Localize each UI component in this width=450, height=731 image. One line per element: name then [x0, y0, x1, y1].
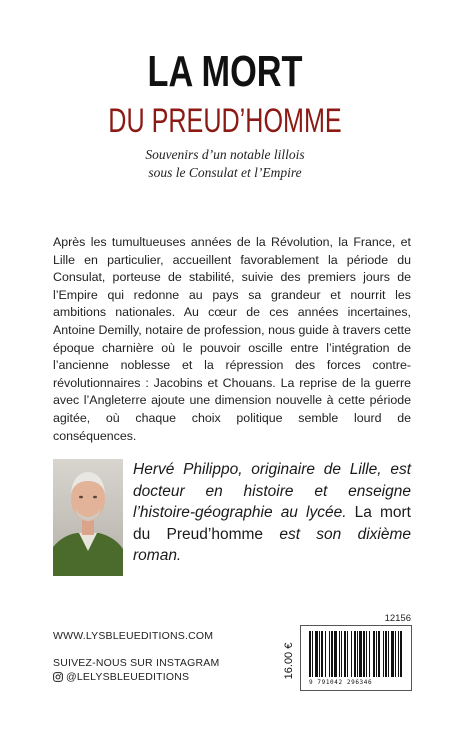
price-container [279, 629, 299, 693]
book-title-line2: DU PREUD’HOMME [108, 102, 342, 140]
isbn-digits: 9 791042 296346 [309, 679, 373, 686]
author-bio-closing: est son dixième roman. [133, 525, 411, 564]
synopsis-text: Après les tumultueuses années de la Révolution, la France, et Lille en particulier, accueillent favorablement la période du Consulat, porteuse de stabilité, suivie des premiers jours de l’Empire qui redonne au pays sa grandeur et nourrit les ambitions nationales. Au cœur de ces années incertaines, Antoine Demilly, notaire de profession, nous guide à travers cette époque charnière où le pouvoir oscille entre l’intégration de l’ancienne noblesse et la répression des forces contre-révolutionnaires : Jacobins et Chouans. La reprise de la guerre avec l’Angleterre ajoute une dimension nouvelle à cette période agitée, où chaque choix politique semble lourd de conséquences. [53, 235, 411, 443]
author-photo [53, 459, 123, 576]
product-code: 12156 [384, 613, 411, 624]
subtitle-line1: Souvenirs d’un notable lillois [145, 147, 305, 162]
price: 16.00 € [283, 642, 295, 680]
publisher-website[interactable]: WWW.LYSBLEUEDITIONS.COM [53, 630, 214, 642]
author-bio-book-title: La mort du Preud’homme [133, 504, 411, 543]
instagram-handle-row[interactable] [53, 671, 189, 683]
instagram-follow-label: SUIVEZ-NOUS SUR INSTAGRAM [53, 657, 220, 669]
book-title-line1: LA MORT [147, 47, 303, 96]
author-bio [133, 459, 411, 567]
instagram-icon [53, 672, 63, 682]
isbn-barcode [300, 625, 412, 691]
book-subtitle [0, 146, 450, 182]
barcode-bars [301, 626, 413, 680]
subtitle-line2: sous le Consulat et l’Empire [148, 165, 302, 180]
instagram-handle: @LELYSBLEUEDITIONS [66, 671, 190, 683]
author-bio-intro: Hervé Philippo, originaire de Lille, est docteur en histoire et enseigne l’histoire-géographie au lycée. [133, 461, 411, 521]
